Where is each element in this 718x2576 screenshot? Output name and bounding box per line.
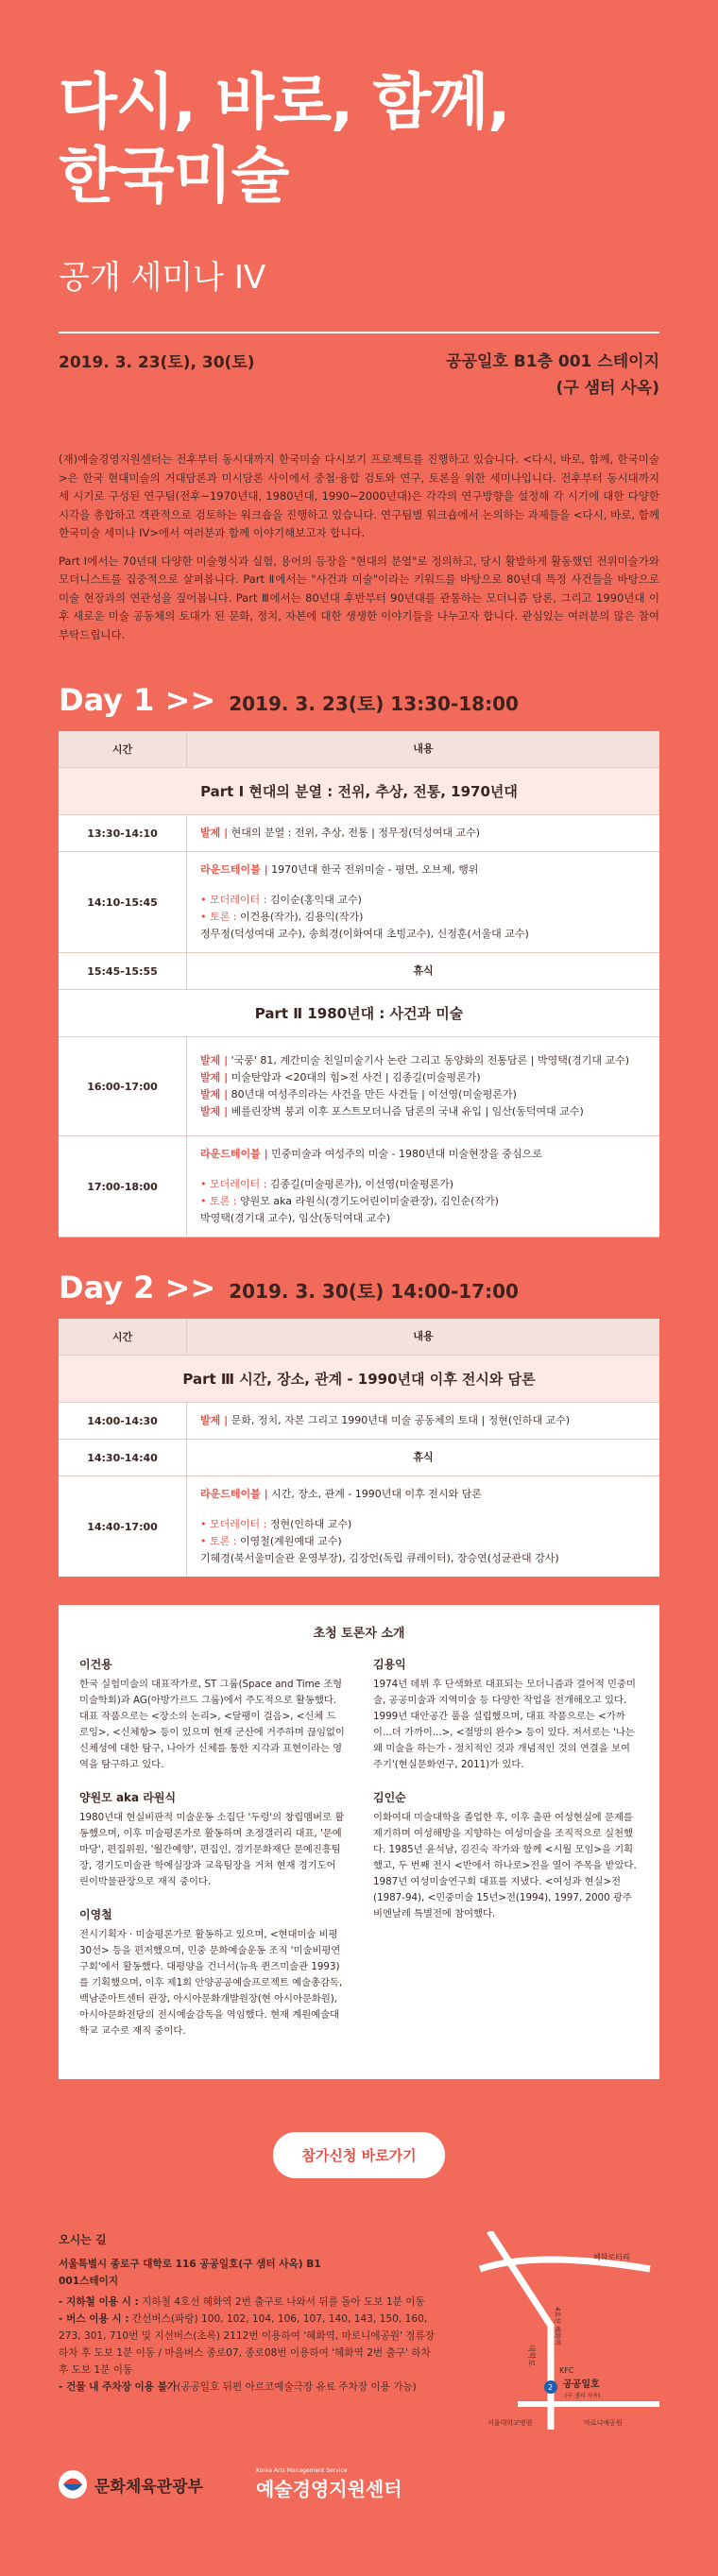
header-content: 내용: [413, 742, 434, 755]
day2-heading: [59, 1270, 659, 1305]
table-row: [59, 852, 659, 953]
intro-paragraph-2: Part Ⅰ에서는 70년대 다양한 미술형식과 실험, 용어의 등장을 "현대의 분열"로 정의하고, 당시 활발하게 활동했던 전위미술가와 모더니스트를 집중적으로 살펴봅니다. Part Ⅱ에서는 "사건과 미술"이라는 키워드를 바탕으로 80년대 특정 사건들을 바탕으로 미술 현장과의 연관성을 짚어봅니다. Part Ⅲ에서는 80년대 후반부터 90년대를 관통하는 모더니즘 담론, 그리고 1990년대 이후 새로운 미술 공동체의 토대가 된 문화, 정치, 자본에 대한 생생한 이야기들을 나누고자 합니다. 관심있는 여러분의 많은 참여 부탁드립니다.: [59, 554, 659, 641]
text: 1970년대 한국 전위미술 - 평면, 오브제, 행위: [267, 863, 479, 876]
map-label-park: 마로니에공원: [584, 2419, 623, 2427]
row-content: [187, 1403, 659, 1439]
map-station-number: 2: [548, 2383, 554, 2392]
bus-text: 간선버스(파랑) 100, 102, 104, 106, 107, 140, 143, 150, 160, 273, 301, 710번 및 지선버스(초록) 2112번 이용하여 '혜화역, 마로니에공원' 정류장 하차 후 도보 1분 이동 / 마을버스 종로07, 종로08번 이용하여 '혜화역 2번 출구' 하차 후 도보 1분 이동: [59, 2313, 435, 2376]
title-divider: [59, 332, 659, 333]
tag: 라운드테이블 |: [200, 1488, 268, 1500]
day2-table: [59, 1319, 659, 1577]
speaker: [373, 1790, 639, 1922]
speaker-name: 양원모 aka 라원식: [79, 1791, 177, 1804]
event-venue: [446, 349, 659, 401]
tag: 발제 |: [200, 1054, 229, 1066]
moderator-label: • 모더레이터 :: [200, 894, 267, 906]
day2-label: Day 2 >>: [59, 1270, 216, 1305]
table-row: [59, 1037, 659, 1136]
directions-title: 오시는 길: [59, 2233, 107, 2246]
part3-title: Part Ⅲ 시간, 장소, 관계 - 1990년대 이후 전시와 담론: [59, 1356, 659, 1403]
directions-text: [59, 2231, 436, 2430]
row-content: [187, 1037, 659, 1135]
discussant-label: • 토론 :: [200, 1195, 237, 1207]
title-line-2: 한국미술: [59, 142, 289, 212]
moderator-label: • 모더레이터 :: [200, 1178, 267, 1190]
tag: 라운드테이블 |: [200, 863, 268, 876]
intro-text: [59, 451, 659, 644]
discussant-label: • 토론 :: [200, 911, 237, 923]
parking-label: - 건물 내 주차장 이용 불가: [59, 2381, 178, 2393]
tag: 발제 |: [200, 827, 229, 839]
speaker-bio: 1974년 데뷔 후 단색화로 대표되는 모더니즘과 결어적 민중미술, 공공미술과 지역미술 등 다양한 작업을 전개해오고 있다. 1999년 대안공간 풀을 설립했으며, 대표 작품으로는 <가까이...더 가까이...>, <절망의 완수> 등이 있다. 저서로는 '나는 왜 미술을 하는가 - 정치적인 것과 개념적인 것의 연결을 보여주기'(현실문화연구, 2011)가 있다.: [373, 1679, 636, 1770]
discussants: 양원모 aka 라원식(경기도어린이미술관장), 김인순(작가) 박영택(경기대 교수), 임산(동덕여대 교수): [200, 1195, 499, 1224]
map-label-rotary: 혜화로터리: [593, 2253, 630, 2261]
speaker: [373, 1657, 639, 1773]
logo-kams: [256, 2467, 402, 2501]
table-header: [59, 731, 659, 768]
day1-heading: [59, 682, 659, 718]
speaker: [79, 1907, 345, 2039]
map-label-station: 4호선 혜화역: [554, 2307, 561, 2346]
discussant-label: • 토론 :: [200, 1535, 237, 1547]
day1-table: [59, 731, 659, 1237]
table-row: [59, 1440, 659, 1476]
main-title: [59, 66, 659, 213]
row-time: 17:00-18:00: [59, 1136, 187, 1237]
parking-info: [59, 2379, 436, 2396]
row-time: 14:30-14:40: [59, 1440, 187, 1476]
tag: 라운드테이블 |: [200, 1148, 268, 1160]
tag: 발제 |: [200, 1105, 229, 1117]
tag: 발제 |: [200, 1088, 229, 1100]
row-time: 14:00-14:30: [59, 1403, 187, 1439]
day2-section: [59, 1270, 659, 1577]
text: 민중미술과 여성주의 미술 - 1980년대 미술현장을 중심으로: [267, 1148, 542, 1160]
parking-text: (공공일호 뒤편 아르코예술극장 유료 주차장 이용 가능): [177, 2381, 417, 2393]
directions-section: [59, 2231, 659, 2430]
header-time: 시간: [59, 1319, 187, 1355]
map-label-daehakro: 대학로: [527, 2345, 536, 2367]
speaker-bio: 1980년대 현실비판적 미술운동 소집단 '두렁'의 창립멤버로 활동했으며, 이후 미술평론가로 활동하며 초정갤러리 대표, '문예마당', 편집위원, '월간예향', 편집인, 경기문화재단 문예진흥팀장, 경기도미술관 학예실장과 교육팀장을 거쳐 현재 경기도어린이박물관장으로 재직 중이다.: [79, 1812, 345, 1887]
title-line-1: 다시, 바로, 함께,: [59, 68, 510, 138]
table-row: [59, 1136, 659, 1237]
discussants: 이영철(계원예대 교수) 기혜경(북서울미술관 운영부장), 김장언(독립 큐레이터), 장승연(성균관대 강사): [200, 1535, 559, 1564]
address: 서울특별시 종로구 대학로 116 공공일호(구 샘터 사옥) B1: [59, 2259, 321, 2270]
moderator: 김이순(홍익대 교수): [266, 894, 362, 906]
speaker-name: 이영철: [79, 1908, 112, 1921]
table-header: [59, 1319, 659, 1356]
tag: 발제 |: [200, 1414, 229, 1426]
row-content: [187, 1136, 659, 1237]
subway-label: - 지하철 이용 시 :: [59, 2296, 139, 2308]
row-time: 16:00-17:00: [59, 1037, 187, 1135]
header-time: 시간: [59, 731, 187, 767]
event-meta: [59, 349, 659, 401]
address-2: 001스테이지: [59, 2276, 119, 2287]
venue-line-2: (구 샘터 사옥): [556, 379, 659, 398]
cta-wrap: [0, 2132, 718, 2178]
kams-name-en: Korea Arts Management Service: [255, 2467, 348, 2474]
break: 휴식: [413, 964, 434, 977]
moderator: 정현(인하대 교수): [266, 1518, 352, 1530]
day1-label: Day 1 >>: [59, 682, 216, 718]
intro-paragraph-1: (재)예술경영지원센터는 전후부터 동시대까지 한국미술 다시보기 프로젝트를 진행하고 있습니다. <다시, 바로, 함께, 한국미술>은 한국 현대미술의 거대담론과 미시담론 사이에서 중첩·융합 검토와 연구, 토론을 위한 세미나입니다. 전후부터 동시대까지 세 시기로 구성된 연구팀(전후~1970년대, 1980년대, 1990~2000년대)은 각각의 연구방향을 설정해 각 시기에 대한 다양한 시각을 총합하고 객관적으로 검토하는 워크숍을 진행하고 있습니다. 연구팀별 워크숍에서 논의하는 과제들을 <다시, 바로, 함께 한국미술 세미나 IV>에서 여러분과 함께 이야기해보고자 합니다.: [59, 452, 659, 539]
location-map: [461, 2231, 659, 2430]
header-content: 내용: [413, 1330, 434, 1342]
map-label-place-sub: (구 샘터 사옥): [565, 2393, 601, 2399]
seminar-subtitle: 공개 세미나 IV: [59, 259, 266, 297]
map-road-bottom: [518, 2401, 659, 2407]
row-content: [187, 815, 659, 851]
subway-info: [59, 2294, 436, 2311]
speaker: [79, 1657, 345, 1773]
map-label-place: 공공일호: [563, 2380, 600, 2390]
row-time: 14:40-17:00: [59, 1476, 187, 1577]
row-content: [187, 852, 659, 952]
table-row: [59, 815, 659, 852]
mcst-emblem-icon: [59, 2470, 87, 2499]
text: 문화, 정치, 자본 그리고 1990년대 미술 공동체의 토대 | 정현(인하대 교수): [228, 1414, 571, 1426]
table-row: [59, 1476, 659, 1577]
speaker-bio: 한국 실험미술의 대표작가로, ST 그룹(Space and Time 조형미술학회)과 AG(아방가르드 그룹)에서 주도적으로 활동했다. 대표 작품으로는 <장소의 논리>, <달팽이 걸음>, <신체 드로잉>, <신체항> 등이 있으며 현재 군산에 거주하며 끊임없이 신체성에 대한 탐구, 나아가 신체를 통한 지각과 표현이라는 영역을 탐구하고 있다.: [79, 1679, 345, 1770]
row-content: [187, 1476, 659, 1577]
break: 휴식: [413, 1451, 434, 1463]
day2-date: 2019. 3. 30(토) 14:00-17:00: [229, 1280, 519, 1303]
speakers-col-left: [79, 1657, 345, 2056]
text: '국풍' 81, 계간미술 친일미술기사 논란 그리고 동양화의 전통담론 | 박영택(경기대 교수): [228, 1054, 630, 1066]
speakers-columns: [79, 1657, 639, 2056]
register-button[interactable]: 참가신청 바로가기: [273, 2132, 444, 2178]
discussants: 이건용(작가), 김용익(작가) 정무정(덕성여대 교수), 송희경(이화여대 초빙교수), 신정훈(서울대 교수): [200, 911, 529, 940]
map-label-hospital: 서울대학교병원: [487, 2419, 533, 2427]
text: 현대의 분열 : 전위, 추상, 전통 | 정무정(덕성여대 교수): [228, 827, 481, 839]
row-time: 14:10-15:45: [59, 852, 187, 952]
kams-name: 예술경영지원센터: [255, 2478, 402, 2500]
text: 베를린장벽 붕괴 이후 포스트모더니즘 담론의 국내 유입 | 임산(동덕여대 교수): [228, 1105, 584, 1117]
table-row: [59, 953, 659, 990]
day1-section: [59, 682, 659, 1237]
text: 시간, 장소, 관계 - 1990년대 이후 전시와 담론: [267, 1488, 482, 1500]
speaker-name: 김인순: [373, 1791, 406, 1804]
bus-info: [59, 2311, 436, 2379]
speaker: [79, 1790, 345, 1890]
venue-line-1: 공공일호 B1층 001 스테이지: [446, 352, 659, 371]
map-label-kfc: KFC: [559, 2366, 574, 2375]
tag: 발제 |: [200, 1071, 229, 1083]
mcst-name: 문화체육관광부: [94, 2477, 203, 2497]
speakers-col-right: [373, 1657, 639, 2056]
speaker-bio: 전시기획자 · 미술평론가로 활동하고 있으며, <현대미술 비평 30선> 등을 편저했으며, 민중 문화예술운동 조직 '미술비평연구회'에서 활동했다. 대평양을 건너서(뉴욕 퀸즈미술관 1993)를 기획했으며, 이후 제1회 안양공공예술프로젝트 예술총감독, 백남준아트센터 관장, 아시아문화개발원장(현 아시아문화원), 아시아문화전당의 전시예술감독을 역임했다. 현재 계원예술대학교 교수로 재직 중이다.: [79, 1929, 343, 2037]
hero: [0, 0, 718, 401]
speaker-name: 이건용: [79, 1658, 112, 1671]
text: 미술탄압과 <20대의 힘>전 사건 | 김종길(미술평론가): [228, 1071, 481, 1083]
text: 80년대 여성주의라는 사건을 만든 사건들 | 이선영(미술평론가): [228, 1088, 517, 1100]
speaker-name: 김용익: [373, 1658, 406, 1671]
day1-date: 2019. 3. 23(토) 13:30-18:00: [229, 692, 519, 715]
logo-mcst: [59, 2470, 203, 2499]
row-time: 15:45-15:55: [59, 953, 187, 989]
row-time: 13:30-14:10: [59, 815, 187, 851]
table-row: [59, 1403, 659, 1440]
event-date: 2019. 3. 23(토), 30(토): [59, 353, 255, 372]
bus-label: - 버스 이용 시 :: [59, 2313, 129, 2325]
subway-text: 지하철 4호선 혜화역 2번 출구로 나와서 뒤를 돌아 도보 1분 이동: [138, 2296, 425, 2308]
footer-logos: [0, 2430, 718, 2501]
moderator-label: • 모더레이터 :: [200, 1518, 267, 1530]
speaker-bio: 이화여대 미술대학을 졸업한 후, 이후 출판 여성현실에 문제를 제기하며 여성해방을 지향하는 여성미술을 조직적으로 실천했다. 1985년 윤석남, 김진숙 작가와 함께 <시월 모임>을 기획했고, 두 번째 전시 <반에서 하나로>전을 열어 주목을 받았다. 1987년 여성미술연구회 대표를 지냈다. <여성과 현실>전(1987-94), <민중미술 15년>전(1994), 1997, 2000 광주비엔날레 특별전에 참여했다.: [373, 1812, 637, 1919]
speakers-section: [59, 1605, 659, 2079]
part1-title: Part Ⅰ 현대의 분열 : 전위, 추상, 전통, 1970년대: [59, 768, 659, 815]
map-graphic: [461, 2231, 659, 2430]
speakers-title: 초청 토론자 소개: [313, 1627, 405, 1641]
part2-title: Part Ⅱ 1980년대 : 사건과 미술: [59, 990, 659, 1037]
moderator: 김종길(미술평론가), 이선영(미술평론가): [266, 1178, 453, 1190]
